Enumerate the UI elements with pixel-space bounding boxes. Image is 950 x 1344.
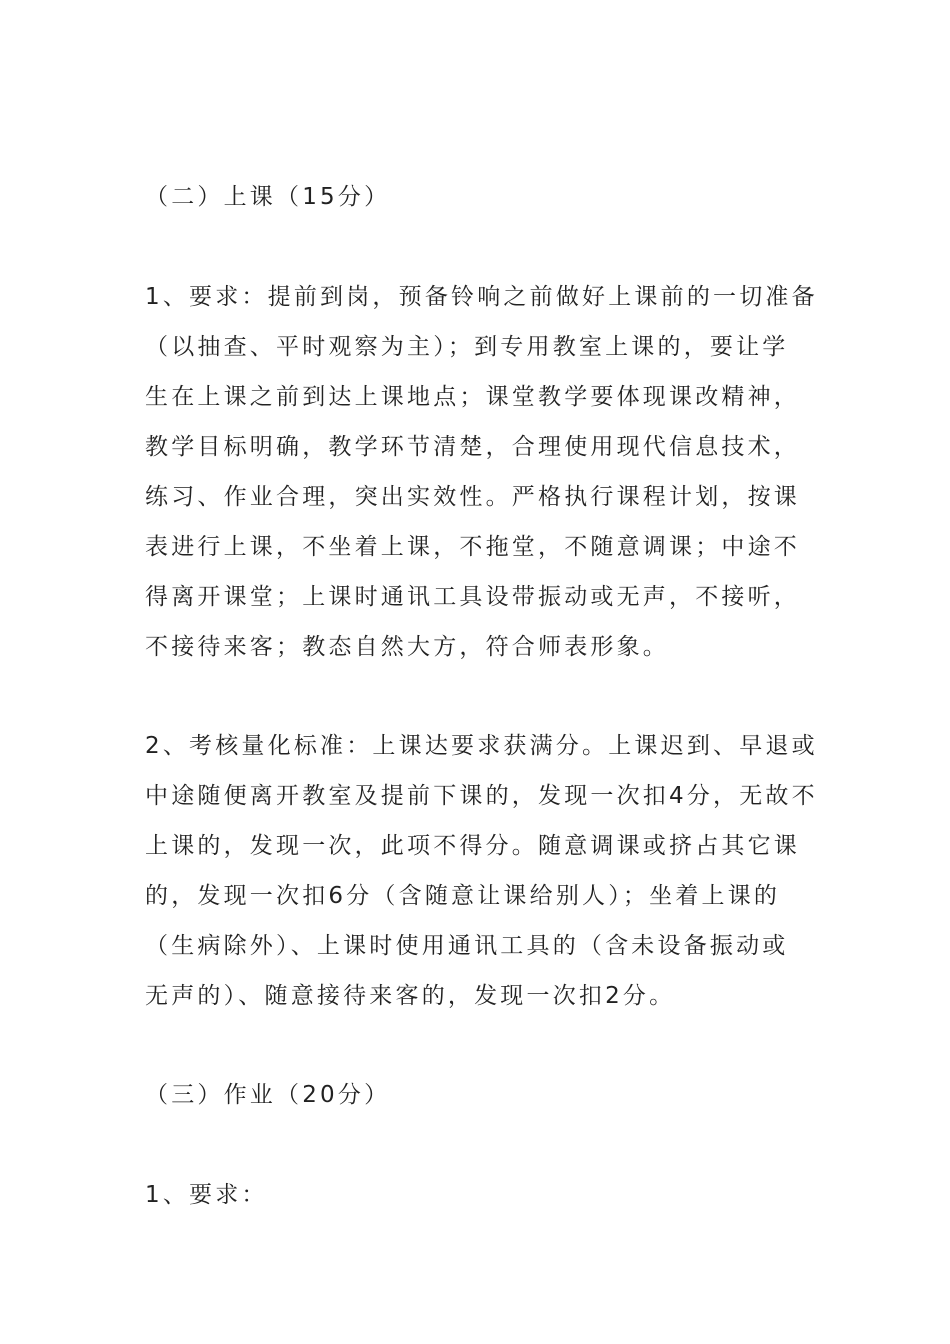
paragraph-line: （生病除外）、上课时使用通讯工具的（含未设备振动或: [145, 933, 789, 959]
section-heading-homework: （三）作业（20分）: [145, 1082, 391, 1108]
paragraph-line: 的，发现一次扣6分（含随意让课给别人）；坐着上课的: [145, 883, 781, 909]
paragraph-line: 不接待来客；教态自然大方，符合师表形象。: [145, 634, 669, 660]
paragraph-line: 练习、作业合理，突出实效性。严格执行课程计划，按课: [145, 484, 800, 510]
homework-requirements-label: 1、要求：: [145, 1182, 268, 1208]
section-heading-lecture: （二）上课（15分）: [145, 184, 391, 210]
paragraph-line: 无声的）、随意接待来客的，发现一次扣2分。: [145, 983, 676, 1009]
paragraph-line: 表进行上课，不坐着上课，不拖堂，不随意调课；中途不: [145, 534, 800, 560]
paragraph-line: 1、要求：提前到岗，预备铃响之前做好上课前的一切准备: [145, 284, 818, 310]
paragraph-line: 2、考核量化标准：上课达要求获满分。上课迟到、早退或: [145, 733, 818, 759]
paragraph-line: 教学目标明确，教学环节清楚，合理使用现代信息技术，: [145, 434, 800, 460]
paragraph-line: 中途随便离开教室及提前下课的，发现一次扣4分，无故不: [145, 783, 818, 809]
paragraph-line: 上课的，发现一次，此项不得分。随意调课或挤占其它课: [145, 833, 800, 859]
paragraph-line: 生在上课之前到达上课地点；课堂教学要体现课改精神，: [145, 384, 800, 410]
paragraph-line: （以抽查、平时观察为主）；到专用教室上课的，要让学: [145, 334, 789, 360]
paragraph-line: 得离开课堂；上课时通讯工具设带振动或无声，不接听，: [145, 584, 800, 610]
